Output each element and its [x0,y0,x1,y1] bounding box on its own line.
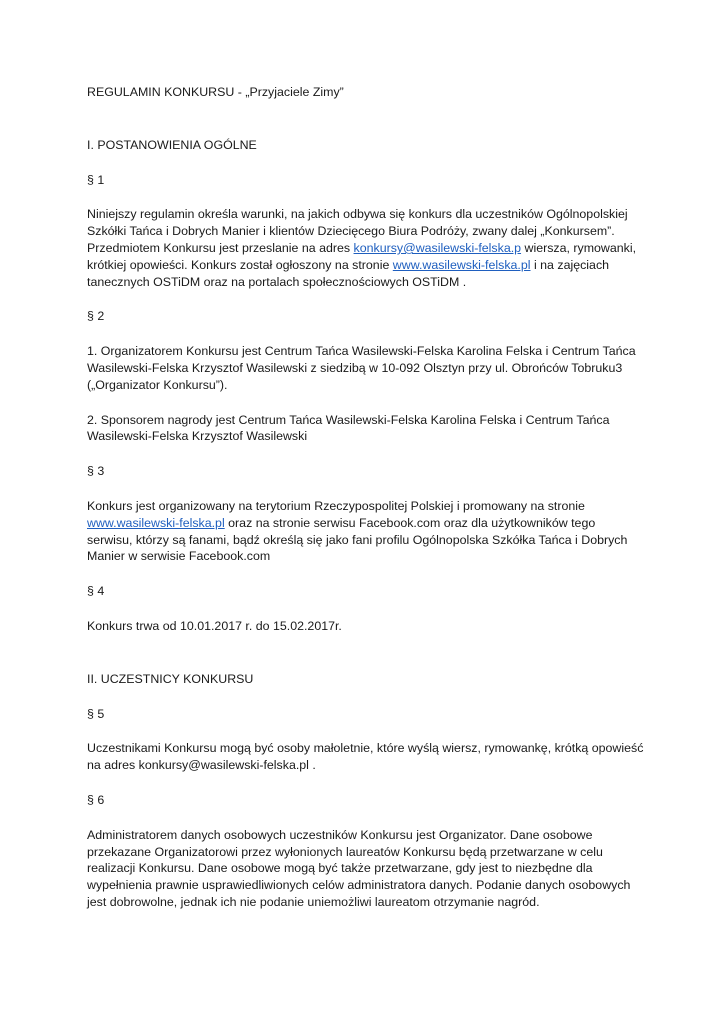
text-fragment: i na zajęciach [530,257,610,272]
text-line [87,240,647,257]
document-title: REGULAMIN KONKURSU - „Przyjaciele Zimy” [87,85,344,99]
text-line: 2. Sponsorem nagrody jest Centrum Tańca Wasilewski-Felska Karolina Felska i Centrum Tańca [87,412,610,427]
paragraph-2-item-1 [87,343,647,393]
paragraph-label-4: § 4 [87,584,105,599]
text-line: 1. Organizatorem Konkursu jest Centrum Tańca Wasilewski-Felska Karolina Felska i Centrum Tańca [87,344,636,359]
website-link[interactable]: www.wasilewski-felska.pl [392,257,531,272]
text-line: realizacji Konkursu. Dane osobowe mogą być także przetwarzane, gdy jest to niezbędne dla [87,861,593,876]
paragraph-label-1: § 1 [87,172,105,187]
text-line: Manier w serwisie Facebook.com [87,549,271,564]
text-line: Konkurs jest organizowany na terytorium Rzeczypospolitej Polskiej i promowany na stronie [87,498,585,513]
document-page [87,84,647,911]
text-line: przekazane Organizatorowi przez wyłonionych laureatów Konkursu będą przetwarzane w celu [87,844,603,859]
paragraph-1 [87,206,647,290]
text-fragment: Przedmiotem Konkursu jest przeslanie na adres [87,240,354,255]
text-line: Szkółki Tańca i Dobrych Manier i klientów Dziecięcego Biura Podróży, zwany dalej „Konkursem”. [87,224,615,239]
email-link[interactable]: konkursy@wasilewski-felska.p [353,240,522,255]
text-line: jest dobrowolne, jednak ich nie podanie uniemożliwi laureatom otrzymanie nagród. [87,894,540,909]
text-line: („Organizator Konkursu”). [87,377,228,392]
paragraph-3 [87,498,647,565]
text-line: Uczestnikami Konkursu mogą być osoby małoletnie, które wyślą wiersz, rymowankę, krótką opowieść [87,741,644,756]
paragraph-4: Konkurs trwa od 10.01.2017 r. do 15.02.2017r. [87,618,342,633]
text-line: tanecznych OSTiDM oraz na portalach społecznościowych OSTiDM . [87,274,467,289]
section-heading-participants: II. UCZESTNICY KONKURSU [87,671,254,686]
text-line: Administratorem danych osobowych uczestników Konkursu jest Organizator. Dane osobowe [87,827,593,842]
text-fragment: krótkiej opowieści. Konkurs został ogłoszony na stronie [87,257,393,272]
text-line: wypełnienia prawnie usprawiedliwionych celów administratora danych. Podanie danych osobowych [87,878,631,893]
paragraph-label-6: § 6 [87,792,105,807]
paragraph-2-item-2 [87,412,647,446]
paragraph-label-3: § 3 [87,464,105,479]
text-fragment: oraz na stronie serwisu Facebook.com oraz dla użytkowników tego [224,515,596,530]
text-line [87,257,647,274]
website-link[interactable]: www.wasilewski-felska.pl [87,515,225,530]
text-line: Wasilewski-Felska Krzysztof Wasilewski z siedzibą w 10-092 Olsztyn przy ul. Obrońców Tobruku3 [87,360,623,375]
paragraph-6 [87,827,647,911]
section-heading-general: I. POSTANOWIENIA OGÓLNE [87,137,257,152]
paragraph-label-2: § 2 [87,309,105,324]
paragraph-label-5: § 5 [87,706,105,721]
paragraph-5 [87,740,647,774]
text-line: na adres konkursy@wasilewski-felska.pl . [87,758,316,773]
text-fragment: wiersza, rymowanki, [521,240,637,255]
text-line [87,515,647,532]
text-line: serwisu, którzy są fanami, bądź określą się jako fani profilu Ogólnopolska Szkółka Tańca i Dobrych [87,532,628,547]
text-line: Wasilewski-Felska Krzysztof Wasilewski [87,429,308,444]
text-line: Niniejszy regulamin określa warunki, na jakich odbywa się konkurs dla uczestników Ogólnopolskiej [87,207,628,222]
